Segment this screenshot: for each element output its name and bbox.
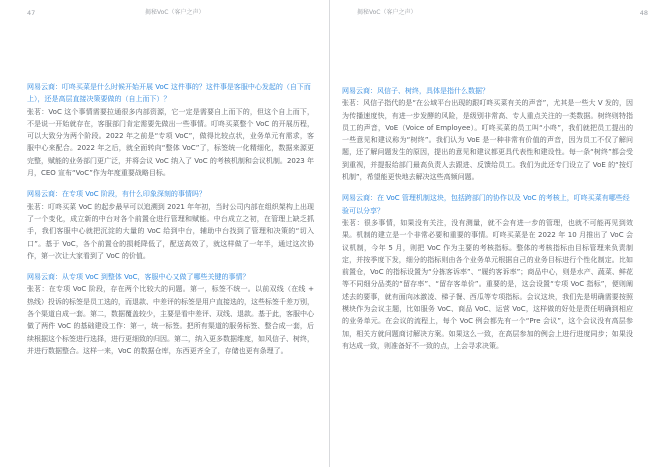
answer-paragraph: 张茗：VoC 这个事情需要拉通很多内部资源，它一定是需要自上而下的，但这个自上而下，不是说一开始就存在，客服部门肯定需要先做出一些事情。叮咚买菜整个 VoC 的开展历程，可以大致分为两个阶段。2022 年之前是“专项 VoC”，做得比较点状，业务单元有需求，客服中心来配合。2022 年之后，就全面转向“整体 VoC”了，标签统一化精细化，数据来源更完整，赋能的业务部门更广泛，并将会议 VoC 纳入了 VoC 的考核机制和会议机制。2023 年月，CEO 宣布“VoC”作为年度重要战略目标。 xyxy=(27,107,314,178)
answer-paragraph: 张茗：很多事情，如果没有关注，没有测量，就不会有进一步的管理，也就不可能再见到效果。机制的建立是一个非常必要和重要的事情。叮咚买菜是在 2022 年 10 月推出了 VoC 会议机制，今年 5 月，则把 VoC 作为主要的考核指标。整体的考核指标由目标管理来负责制定，并按季度下发，细分的指标则由各个业务单元根据自己的业务目标进行个性化制定。比如前置仓，VoC 的指标设置为“分拣客诉率”、“履约客诉率”；商品中心，则是水产、蔬菜、鲜花等不同细分品类的“留存率”、“留存客单价”。重要的是，这会设置“专项 VoC 指标”，便则阐述去的要事，就有面向冰激凌、梯子餐、西瓜等专项指标。会议这块，我们先是明确需要按照模块作为会议主题，比如服务 VoC、商品 VoC、运营 VoC，这样做的好处是责任明确到相应的业务单元。在会议的流程上，每个 VoC 例会都先有一个“Pre 会议”，这个会议没有高层参加，相关方就问题商讨解决方案。如果这么一致，在高层参加的例会上进行进度同步；如果没有达成一致，则准备好不一致的点，上会寻求决策。 xyxy=(342,218,633,350)
question-heading: 网易云商：叮咚买菜是什么时候开始开展 VoC 这件事的？这件事是客服中心发起的（自下而上），还是高层直接决策要做的（自上而下）？ xyxy=(27,83,311,104)
qa-section xyxy=(27,188,314,262)
answer-paragraph: 张茗：叮咚买菜 VoC 的起步最早可以追溯到 2021 年年初，当时公司内部在组织架构上出现了一个变化，成立新的中台对各个前置仓进行管理和赋能。中台成立之初，在管理上缺乏抓手，我们客服中心就把沉淀的大量的 VoC 给到中台，辅助中台找到了管理和决策的“切入口”。基于 VoC，各个前置仓的损耗降低了，配送高效了，就这样做了一年半，通过这次协作，第一次让大家看到了 VoC 的价值。 xyxy=(27,202,314,260)
qa-section xyxy=(342,192,633,352)
question-heading: 网易云商：在专项 VoC 阶段，有什么印象深刻的事情吗？ xyxy=(27,190,206,199)
right-page xyxy=(330,0,660,467)
qa-section xyxy=(27,81,314,179)
question-heading: 网易云商：在 VoC 管理机制这块，包括跨部门的协作以及 VoC 的考核上，叮咚买菜有哪些经验可以分享？ xyxy=(342,194,630,215)
running-header: 揭秘VoC（客户之声） xyxy=(145,9,205,16)
qa-section xyxy=(342,85,633,183)
page-number: 47 xyxy=(27,9,36,17)
answer-paragraph: 张茗：在专项 VoC 阶段，存在两个比较大的问题。第一，标签不统一。以前双线（在线 + 热线）投诉的标签是员工选的，而退款、中差评的标签是用户直接选的，这些标签千差万别，各个渠道自成一套。第二，数据覆盖较少，主要是看中差评、双线、退款。基于此，客服中心做了两件 VoC 的基础建设工作：第一，统一标签。把所有渠道的服务标签、整合成一套，后续根据这个标签进行选择，进行更细致的归因。第二，纳入更多数据维度，如风信子、树终，并进行数据整合。这样一来，VoC 的数据仓库，东西更齐全了，存储也更有条理了。 xyxy=(27,285,314,355)
question-heading: 网易云商：风信子、树终，具体是指什么数据？ xyxy=(342,87,489,95)
running-header: 揭秘VoC（客户之声） xyxy=(357,9,417,16)
qa-section xyxy=(27,271,314,357)
question-heading: 网易云商：从专项 VoC 到整体 VoC，客服中心又做了哪些关键的事情？ xyxy=(27,273,250,282)
answer-paragraph: 张茗：风信子指代的是“在公域平台出现的跟叮咚买菜有关的声音”，尤其是一些大 V 发的，因为传播速度快，有进一步发酵的风险，是级别非常高、专人重点关注的一类数据。树终则特指员工的声音，VoE（Voice of Employee）。叮咚买菜的员工叫“小咚”，我们就把员工提出的一些意见和建议称为“树终”。我们认为 VoE 是一种非常有价值的声音，因为员工不仅了解问题，还了解问题发生的原因，提出的意见和建议都更具代表性和建设性。每一条“树终”都会受到重视，并提报给部门最高负责人去跟进、反馈给员工。我们为此还专门设立了 VoE 的“按灯机制”，希望能更快地去解决这些高频问题。 xyxy=(342,99,633,182)
page-content xyxy=(27,81,314,366)
page-content xyxy=(342,85,633,361)
page-number: 48 xyxy=(639,9,648,17)
